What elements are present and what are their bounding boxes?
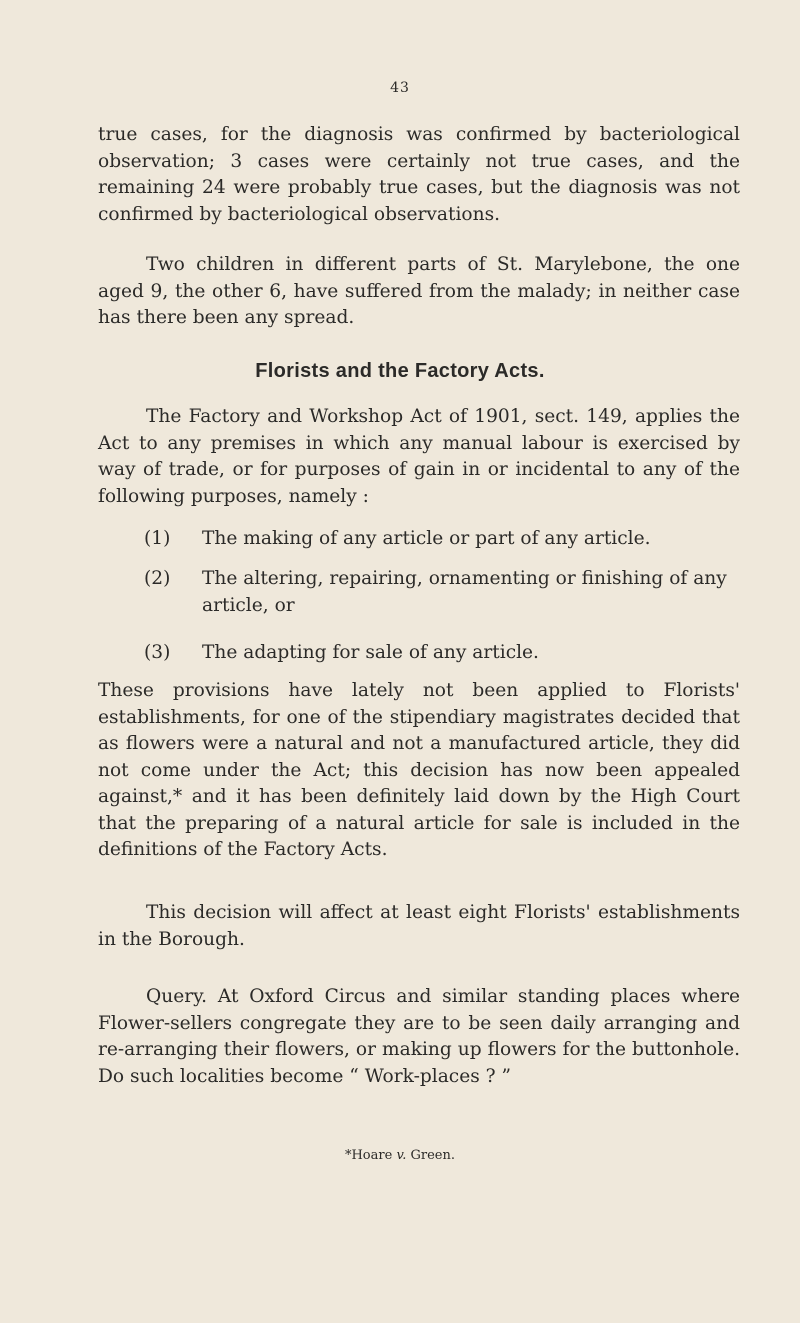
list-item	[144, 640, 744, 667]
footnote-case-name: *Hoare	[344, 1148, 393, 1163]
page-number: 43	[390, 80, 410, 96]
section-heading: Florists and the Factory Acts.	[255, 360, 545, 382]
footnote-versus: v.	[396, 1148, 407, 1163]
list-item	[144, 526, 744, 553]
list-item-number: (3)	[144, 642, 171, 663]
list-item	[144, 566, 744, 619]
paragraph-factory-act: The Factory and Workshop Act of 1901, sect. 149, applies the Act to any premises in which any manual labour is exercised by way of trade, or for purposes of gain in or incidental to any of the following purposes, namely :	[98, 406, 740, 507]
paragraph-decision-effect: This decision will affect at least eight Florists' establishments in the Borough.	[98, 902, 740, 950]
list-item-number: (1)	[144, 528, 171, 549]
footnote-party: Green.	[410, 1148, 456, 1163]
list-item-number: (2)	[144, 568, 171, 589]
list-item-text: The altering, repairing, ornamenting or finishing of any article, or	[202, 568, 727, 616]
paragraph-provisions: These provisions have lately not been applied to Florists' establishments, for one of the stipendiary magistrates decided that as flowers were a natural and not a manufactured article, they did not come under the Act; this decision has now been appealed against,* and it has been definitely laid down by the High Court that the preparing of a natural article for sale is included in the definitions of the Factory Acts.	[98, 680, 740, 860]
paragraph-children: Two children in different parts of St. Marylebone, the one aged 9, the other 6, have suffered from the malady; in neither case has there been any spread.	[98, 254, 740, 328]
list-item-text: The adapting for sale of any article.	[202, 642, 539, 663]
footnote	[0, 1148, 800, 1163]
paragraph-diagnosis: true cases, for the diagnosis was confirmed by bacteriological observation; 3 cases were certainly not true cases, and the remaining 24 were probably true cases, but the diagnosis was not confirmed by bacteriological observations.	[98, 124, 740, 225]
paragraph-query: Query. At Oxford Circus and similar standing places where Flower-sellers congregate they are to be seen daily arranging and re-arranging their flowers, or making up flowers for the buttonhole. Do such localities become “ Work-places ? ”	[98, 986, 740, 1087]
list-item-text: The making of any article or part of any article.	[202, 528, 651, 549]
